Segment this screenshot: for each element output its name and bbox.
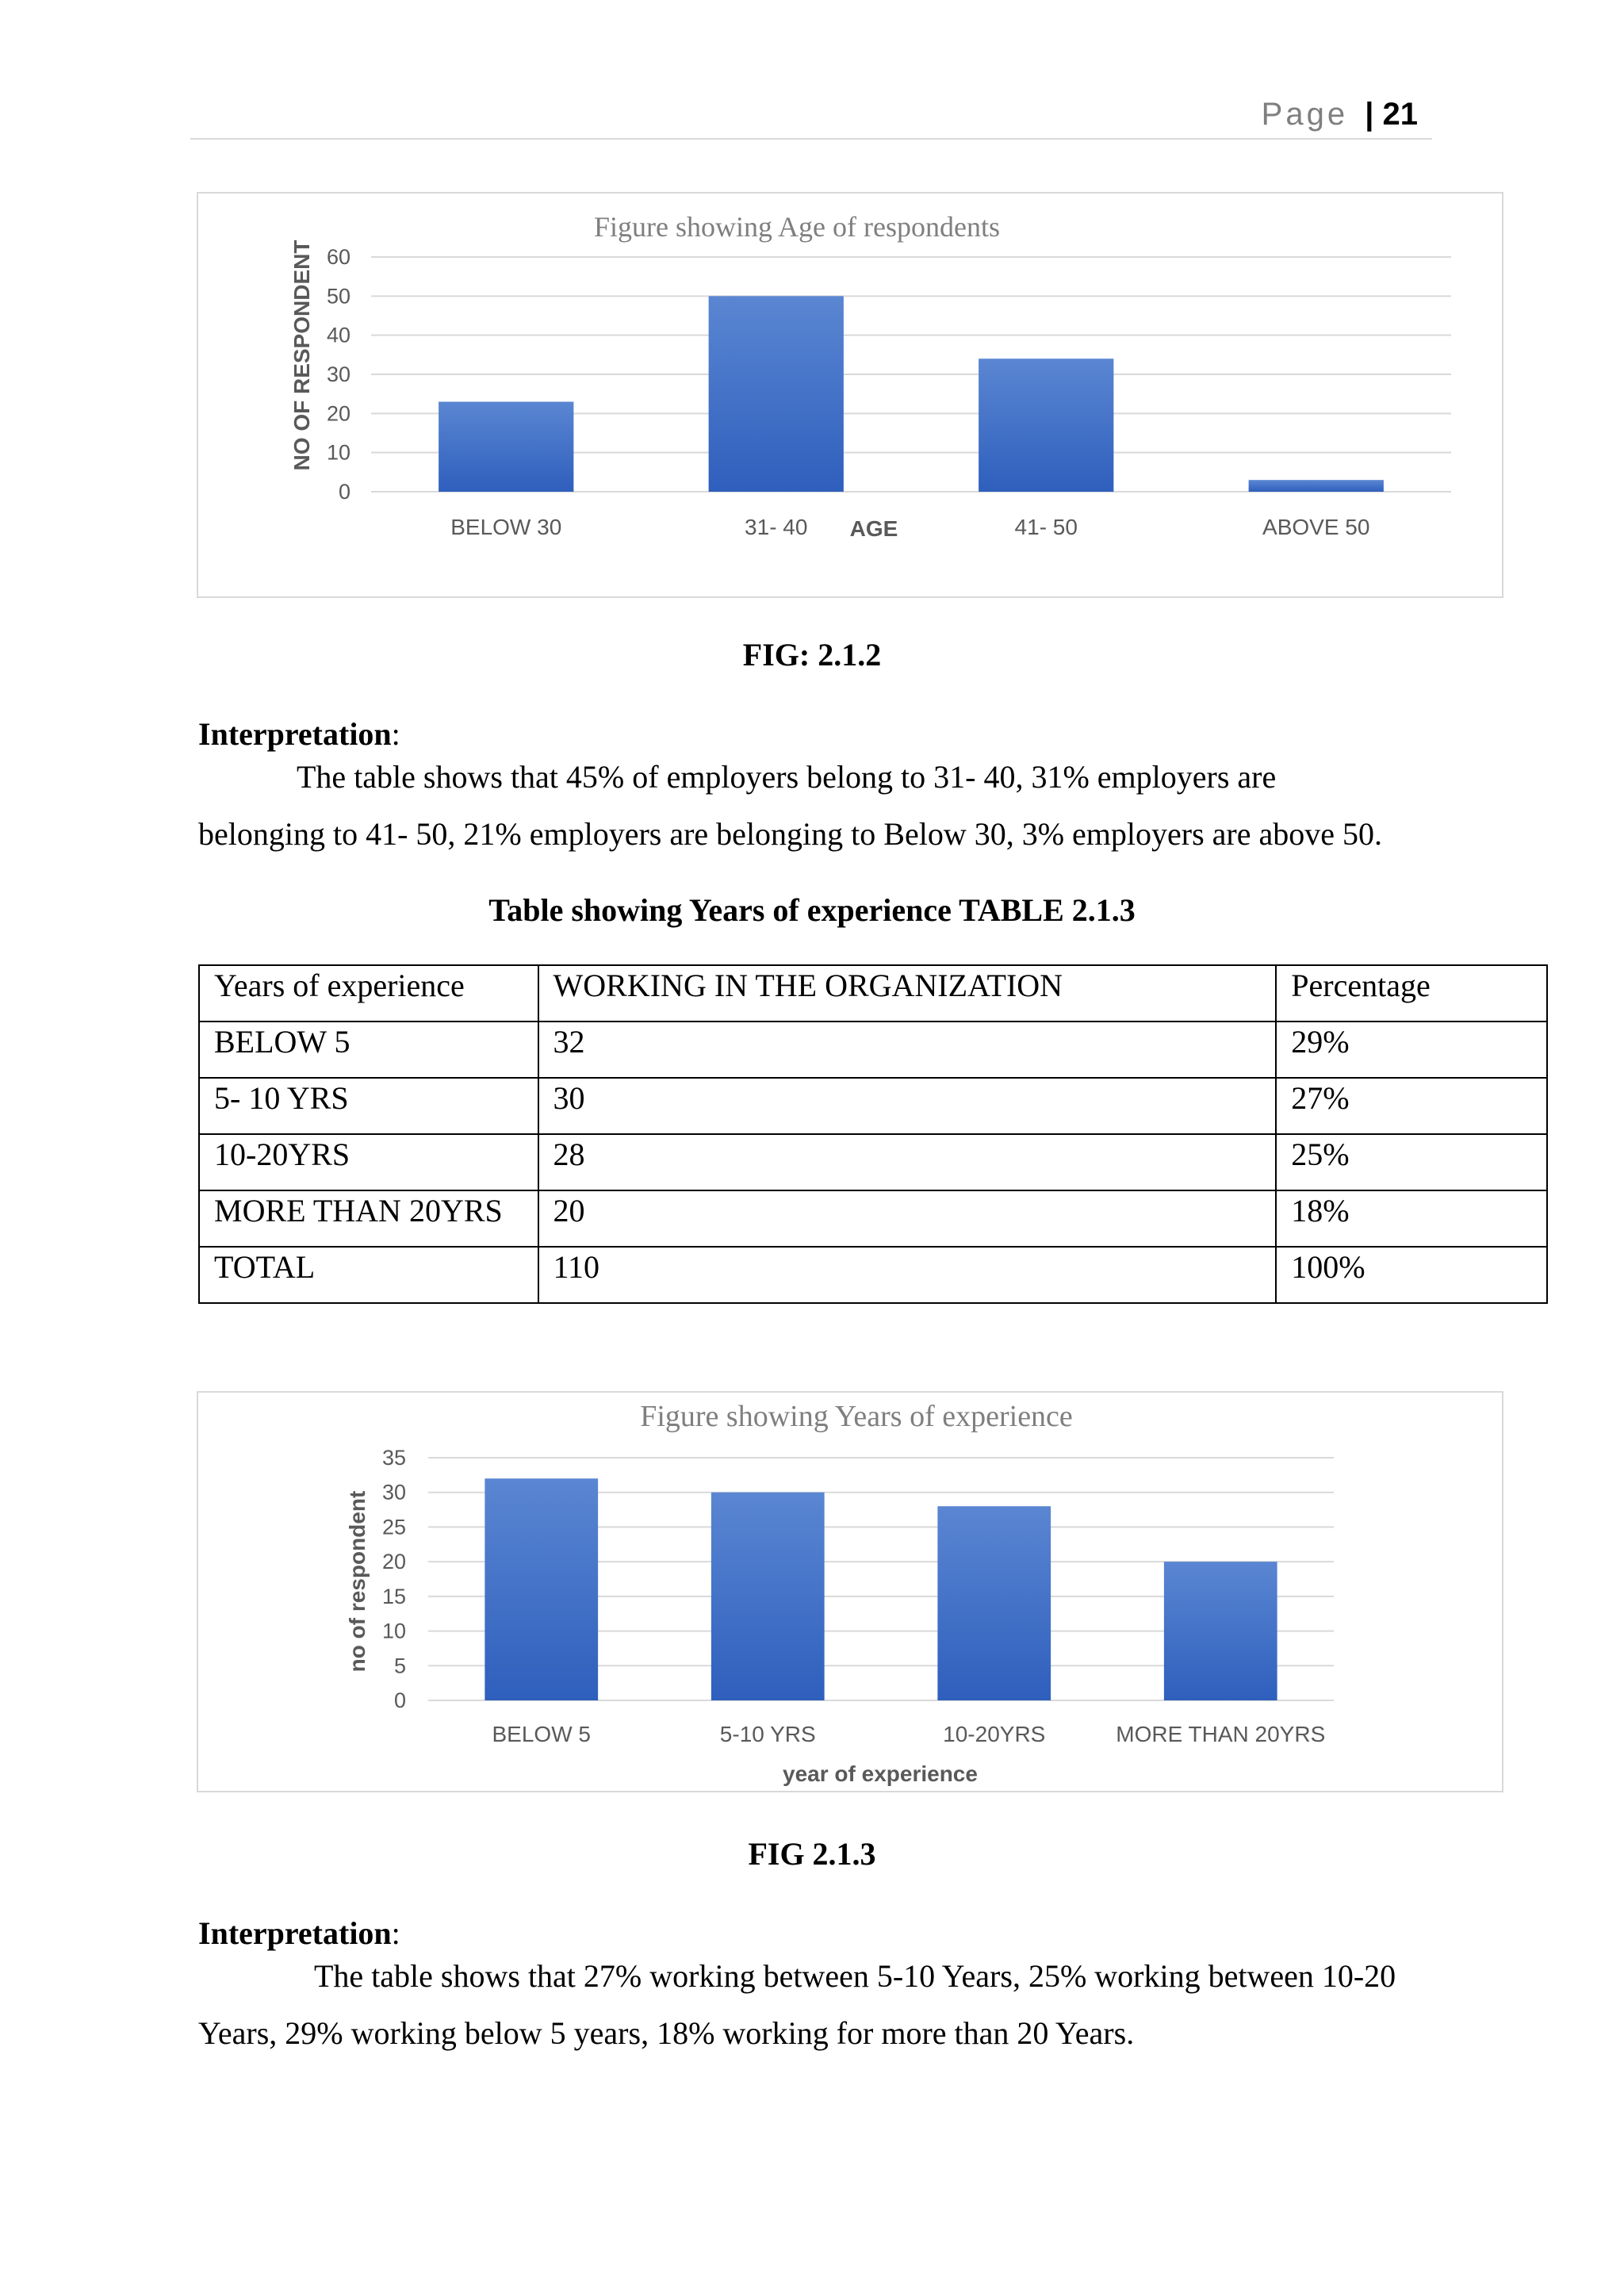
x-axis-label: AGE: [849, 516, 898, 541]
chart-title: Figure showing Years of experience: [640, 1400, 1073, 1433]
y-tick-label: 5: [393, 1654, 406, 1678]
x-category-label: BELOW 5: [492, 1722, 591, 1746]
table-cell: 10-20YRS: [199, 1134, 538, 1190]
bar: [711, 1493, 825, 1700]
interpretation-heading-text-1: Interpretation: [198, 716, 392, 752]
bar: [979, 358, 1113, 492]
page-header: [190, 94, 1432, 140]
interpretation-heading-1: Interpretation:: [198, 716, 400, 752]
y-tick-label: 25: [381, 1515, 406, 1539]
table-header-cell: Years of experience: [199, 965, 538, 1022]
table-row: [199, 1134, 1547, 1190]
table-cell: BELOW 5: [199, 1022, 538, 1078]
table-row: [199, 1078, 1547, 1134]
page-label: Page: [1261, 97, 1349, 132]
table-row: [199, 1247, 1547, 1303]
y-tick-label: 0: [393, 1688, 406, 1712]
table-cell: 28: [538, 1134, 1277, 1190]
y-tick-label: 20: [326, 401, 350, 426]
table-row: [199, 1022, 1547, 1078]
y-tick-label: 60: [326, 245, 350, 269]
table-cell: TOTAL: [199, 1247, 538, 1303]
interpretation-heading-text-2: Interpretation: [198, 1915, 392, 1951]
bar: [1164, 1562, 1277, 1700]
experience-table: [198, 964, 1548, 1304]
x-category-label: 41- 50: [1014, 515, 1078, 539]
interpretation-2-line-1: The table shows that 27% working between 5-10 Years, 25% working between 10-20: [314, 1958, 1396, 1994]
table-cell: 29%: [1276, 1022, 1547, 1078]
age-chart-frame: [197, 192, 1503, 598]
x-category-label: BELOW 30: [450, 515, 562, 539]
y-tick-label: 30: [381, 1480, 406, 1504]
y-tick-label: 30: [326, 362, 350, 386]
table-cell: 32: [538, 1022, 1277, 1078]
table-header-row: [199, 965, 1547, 1022]
y-tick-label: 10: [326, 440, 350, 465]
table-cell: 110: [538, 1247, 1277, 1303]
interpretation-1-line-1: The table shows that 45% of employers belong to 31- 40, 31% employers are: [297, 759, 1277, 795]
y-axis-label: NO OF RESPONDENT: [289, 240, 314, 471]
figure-caption-2: FIG 2.1.3: [748, 1836, 876, 1872]
y-tick-label: 20: [381, 1550, 406, 1574]
table-cell: 30: [538, 1078, 1277, 1134]
experience-bar-chart: [198, 1393, 1505, 1794]
table-header-cell: WORKING IN THE ORGANIZATION: [538, 965, 1277, 1022]
interpretation-text-2: [198, 1948, 1451, 2062]
experience-chart-frame: [197, 1391, 1503, 1792]
x-category-label: 31- 40: [745, 515, 808, 539]
bar: [1249, 480, 1384, 492]
y-tick-label: 40: [326, 323, 350, 347]
interpretation-1-line-2: belonging to 41- 50, 21% employers are belonging to Below 30, 3% employers are above 50.: [198, 816, 1382, 852]
table-cell: MORE THAN 20YRS: [199, 1190, 538, 1247]
table-cell: 27%: [1276, 1078, 1547, 1134]
x-category-label: MORE THAN 20YRS: [1116, 1722, 1326, 1746]
bar: [709, 296, 844, 492]
chart-title: Figure showing Age of respondents: [594, 211, 1000, 243]
interpretation-text-1: [198, 749, 1451, 863]
bar: [439, 402, 573, 492]
bar: [485, 1478, 598, 1700]
y-tick-label: 15: [381, 1584, 406, 1608]
table-row: [199, 1190, 1547, 1247]
y-tick-label: 50: [326, 284, 350, 309]
y-tick-label: 10: [381, 1619, 406, 1643]
bar: [937, 1506, 1051, 1700]
y-axis-label: no of respondent: [345, 1490, 370, 1673]
page-number: Page | 21: [1261, 97, 1418, 132]
x-category-label: 10-20YRS: [943, 1722, 1046, 1746]
y-tick-label: 0: [338, 480, 350, 504]
table-cell: 100%: [1276, 1247, 1547, 1303]
y-tick-label: 35: [381, 1446, 406, 1470]
x-category-label: ABOVE 50: [1262, 515, 1370, 539]
interpretation-heading-2: Interpretation:: [198, 1915, 400, 1951]
x-axis-label: year of experience: [783, 1761, 978, 1786]
table-cell: 18%: [1276, 1190, 1547, 1247]
age-bar-chart: [198, 194, 1505, 600]
figure-caption-1: FIG: 2.1.2: [742, 637, 882, 673]
table-title: Table showing Years of experience TABLE 2.1.3: [488, 892, 1136, 928]
x-category-label: 5-10 YRS: [719, 1722, 816, 1746]
interpretation-2-line-2: Years, 29% working below 5 years, 18% working for more than 20 Years.: [198, 2015, 1135, 2051]
page-number-value: 21: [1382, 97, 1418, 132]
table-cell: 20: [538, 1190, 1277, 1247]
table-cell: 25%: [1276, 1134, 1547, 1190]
table-header-cell: Percentage: [1276, 965, 1547, 1022]
table-cell: 5- 10 YRS: [199, 1078, 538, 1134]
